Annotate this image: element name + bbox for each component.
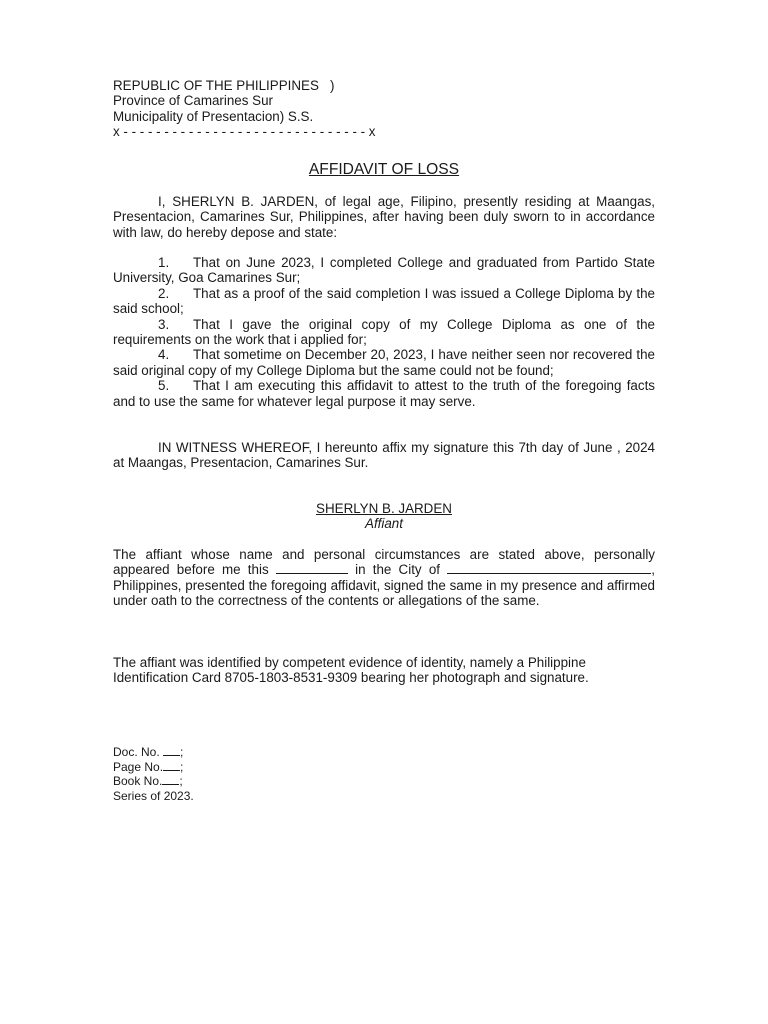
city-blank [447, 562, 651, 574]
series-line: Series of 2023. [113, 788, 194, 803]
statement-item [113, 286, 655, 317]
statement-number: 2. [158, 285, 170, 301]
statement-item [113, 255, 655, 286]
affiant-name: SHERLYN B. JARDEN [316, 501, 452, 516]
statement-number: 3. [158, 316, 170, 332]
statement-item [113, 347, 655, 378]
date-blank [276, 562, 348, 574]
header-municipality: Municipality of Presentacion) S.S. [113, 108, 314, 124]
statement-number: 4. [158, 347, 170, 363]
venue-header [113, 78, 655, 140]
notarial-register [113, 745, 655, 803]
statement-list [113, 255, 655, 409]
doc-number-line: Doc. No. ; [113, 745, 184, 759]
statement-item [113, 317, 655, 348]
affiant-signature-block [0, 501, 768, 532]
witness-paragraph: IN WITNESS WHEREOF, I hereunto affix my signature this 7th day of June , 2024 at Maangas, Presentacion, Camarines Sur. [113, 440, 655, 471]
statement-text: That as a proof of the said completion I was issued a College Diploma by the said school; [113, 285, 655, 317]
document-title: AFFIDAVIT OF LOSS [308, 161, 460, 178]
statement-text: That I am executing this affidavit to attest to the truth of the foregoing facts and to use the same for whatever legal purpose it may serve. [113, 378, 655, 409]
identification-paragraph: The affiant was identified by competent evidence of identity, namely a Philippine Identification Card 8705-1803-8531-9309 bearing her photograph and signature. [113, 655, 589, 686]
header-province: Province of Camarines Sur [113, 93, 274, 109]
statement-text: That I gave the original copy of my College Diploma as one of the requirements on the work that i applied for; [113, 316, 655, 348]
statement-text: That on June 2023, I completed College and graduated from Partido State University, Goa Camarines Sur; [113, 255, 655, 286]
book-number-line: Book No. ; [113, 774, 183, 789]
header-separator: x - - - - - - - - - - - - - - - - - - - - - - - - - - - - - - x [113, 124, 376, 140]
page-number-line: Page No. ; [113, 759, 184, 774]
page-number-blank [163, 760, 180, 771]
header-republic: REPUBLIC OF THE PHILIPPINES ) [113, 78, 335, 93]
jurat-text-2: in the City of [355, 562, 441, 578]
book-number-label: Book No. [113, 774, 163, 789]
jurat-paragraph [113, 547, 655, 609]
statement-number: 5. [158, 378, 170, 394]
statement-number: 1. [158, 255, 170, 270]
intro-paragraph: I, SHERLYN B. JARDEN, of legal age, Filipino, presently residing at Maangas, Presentacion, Camarines Sur, Philippines, after having been duly sworn to in accordance with law, do hereby depose and state: [113, 194, 655, 240]
doc-number-blank [163, 745, 180, 756]
statement-item [113, 378, 655, 409]
jurat-text-1: The affiant whose name and personal circumstances are stated above, personally appeared before me this [113, 547, 655, 578]
statement-text: That sometime on December 20, 2023, I have neither seen nor recovered the said original copy of my College Diploma but the same could not be found; [113, 347, 655, 378]
page-number-label: Page No. [113, 759, 164, 774]
doc-number-label: Doc. No. [113, 745, 160, 759]
affiant-label: Affiant [365, 516, 403, 532]
book-number-blank [162, 774, 179, 785]
jurat-text-3: , Philippines, presented the foregoing affidavit, signed the same in my presence and affirmed under oath to the correctness of the contents or allegations of the same. [113, 562, 655, 609]
